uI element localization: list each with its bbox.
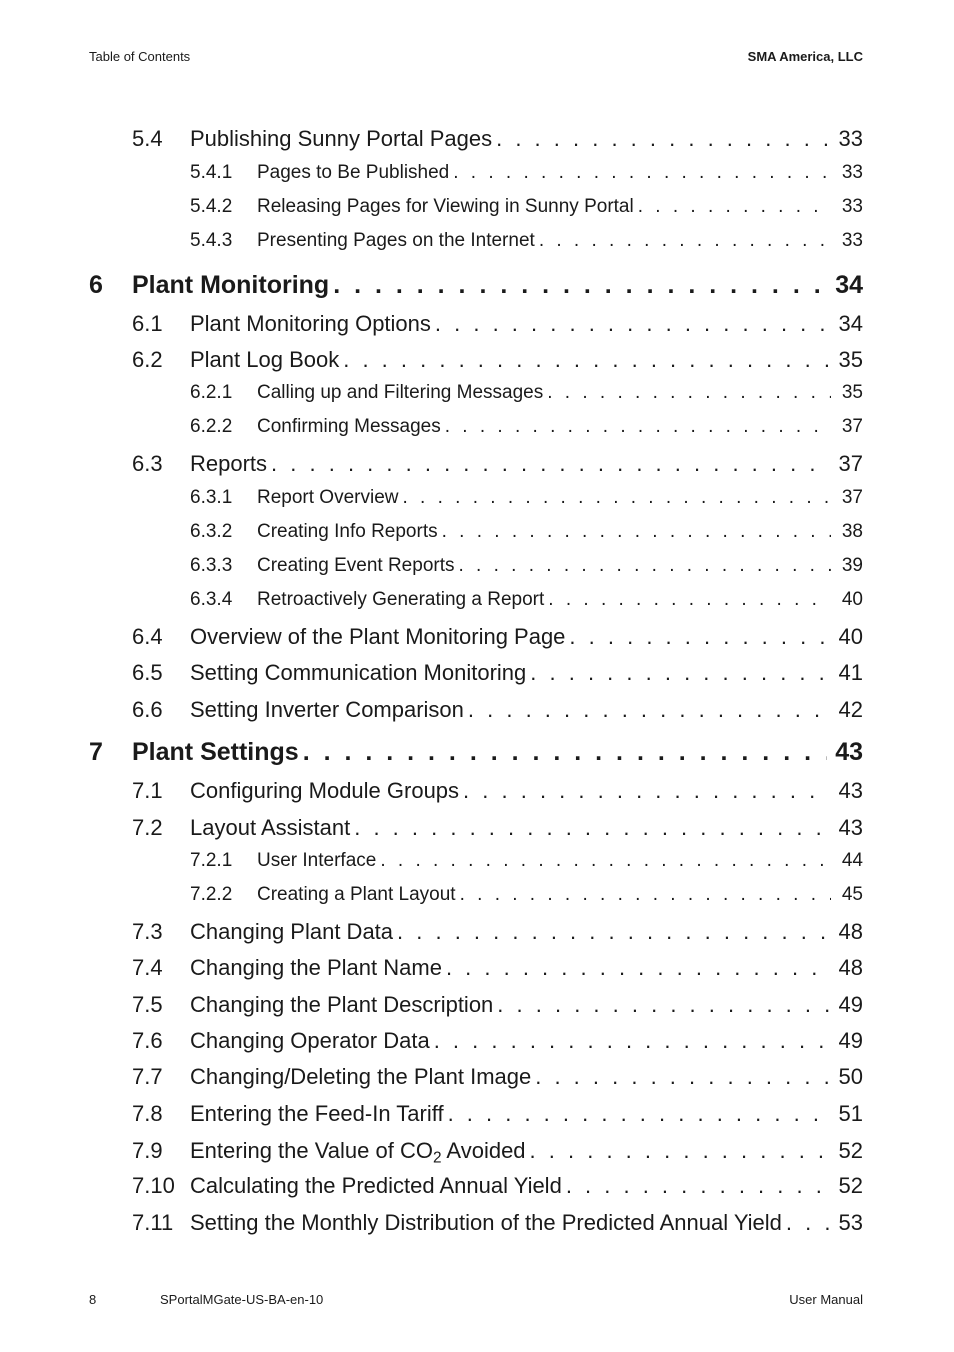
toc-entry-level-2[interactable]	[132, 660, 863, 690]
toc-entry-title	[190, 347, 339, 373]
toc-entry-page-number: 35	[838, 347, 863, 372]
toc-entry-page-number: 38	[841, 521, 863, 542]
toc-entry-title	[190, 778, 459, 804]
toc-entry-page-number: 51	[838, 1101, 863, 1126]
toc-entry-title-subscript: 2	[432, 1149, 442, 1167]
toc-dot-leader	[397, 919, 829, 945]
toc-entry-level-2[interactable]	[132, 1064, 863, 1094]
toc-entry-title	[257, 555, 455, 577]
toc-dot-leader	[460, 884, 831, 906]
toc-entry-title-text: Entering the Feed-In Tariff	[190, 1101, 444, 1126]
toc-entry-page-number: 52	[838, 1138, 863, 1163]
toc-entry-title	[257, 521, 438, 543]
toc-dot-leader	[530, 1138, 829, 1164]
toc-entry-title	[190, 1173, 562, 1199]
toc-entry-level-2[interactable]	[132, 126, 863, 156]
toc-entry-number: 7.3	[132, 919, 163, 944]
toc-entry-title-text: Changing the Plant Name	[190, 955, 442, 980]
toc-entry-number: 7.8	[132, 1101, 163, 1126]
toc-entry-level-2[interactable]	[132, 955, 863, 985]
toc-entry-level-3[interactable]	[190, 382, 863, 408]
toc-entry-title-text: Plant Monitoring	[132, 271, 330, 299]
toc-dot-leader	[535, 1064, 829, 1090]
toc-entry-level-2[interactable]	[132, 919, 863, 949]
toc-entry-title	[132, 271, 329, 300]
footer-doc-type: User Manual	[789, 1292, 863, 1307]
toc-entry-level-3[interactable]	[190, 850, 863, 876]
toc-entry-title	[190, 311, 431, 337]
toc-entry-title	[257, 850, 376, 872]
toc-entry-title	[190, 1028, 430, 1054]
toc-entry-number: 5.4.2	[190, 196, 233, 217]
toc-entry-number: 7.10	[132, 1173, 175, 1198]
toc-entry-level-2[interactable]	[132, 451, 863, 481]
toc-entry-page-number: 34	[838, 311, 863, 336]
toc-entry-title-text: Calling up and Filtering Messages	[257, 382, 544, 403]
toc-dot-leader	[453, 162, 831, 184]
toc-entry-page-number: 41	[838, 660, 863, 685]
toc-entry-number: 5.4	[132, 126, 163, 151]
toc-entry-level-3[interactable]	[190, 230, 863, 256]
toc-entry-title	[190, 955, 442, 981]
toc-entry-page-number: 40	[841, 589, 863, 610]
toc-entry-title	[190, 451, 267, 477]
toc-entry-level-1[interactable]	[89, 738, 863, 772]
toc-entry-page-number: 44	[841, 850, 863, 871]
toc-entry-title-text: Changing Operator Data	[190, 1028, 430, 1053]
toc-dot-leader	[446, 955, 829, 981]
toc-entry-title	[257, 382, 543, 404]
toc-entry-title-text: Changing the Plant Description	[190, 992, 494, 1017]
toc-entry-number: 5.4.1	[190, 162, 233, 183]
toc-entry-number: 6	[89, 271, 103, 299]
toc-entry-number: 6.5	[132, 660, 163, 685]
toc-entry-page-number: 33	[838, 126, 863, 151]
toc-entry-title	[257, 162, 449, 184]
toc-entry-page-number: 39	[841, 555, 863, 576]
toc-dot-leader	[271, 451, 829, 477]
toc-entry-title	[257, 230, 535, 252]
toc-dot-leader	[539, 230, 831, 252]
toc-entry-title	[190, 624, 565, 650]
toc-entry-level-2[interactable]	[132, 1210, 863, 1240]
toc-entry-page-number: 33	[841, 230, 863, 251]
toc-dot-leader	[638, 196, 831, 218]
toc-entry-number: 7.2.2	[190, 884, 233, 905]
footer-document-id: SPortalMGate-US-BA-en-10	[160, 1292, 324, 1307]
toc-entry-title-text: Calculating the Predicted Annual Yield	[190, 1173, 562, 1198]
toc-entry-title-text: Reports	[190, 451, 268, 476]
toc-entry-number: 6.1	[132, 311, 163, 336]
toc-entry-level-2[interactable]	[132, 697, 863, 727]
toc-entry-title	[190, 1064, 531, 1090]
toc-entry-title-text: Entering the Value of CO	[190, 1138, 433, 1163]
toc-entry-title-text: Creating Event Reports	[257, 555, 455, 576]
toc-dot-leader	[548, 589, 831, 611]
toc-entry-page-number: 43	[835, 738, 863, 766]
toc-entry-level-2[interactable]	[132, 1101, 863, 1131]
toc-entry-title-text: Report Overview	[257, 487, 399, 508]
toc-entry-number: 7.1	[132, 778, 163, 803]
toc-entry-title-text: Layout Assistant	[190, 815, 351, 840]
toc-entry-page-number: 48	[838, 955, 863, 980]
toc-dot-leader	[547, 382, 831, 404]
toc-entry-level-3[interactable]	[190, 589, 863, 615]
toc-entry-title-text: Configuring Module Groups	[190, 778, 460, 803]
toc-entry-title	[190, 697, 464, 723]
toc-entry-title	[257, 416, 441, 438]
toc-entry-title-text: Plant Monitoring Options	[190, 311, 431, 336]
toc-entry-title	[190, 126, 492, 152]
toc-entry-page-number: 37	[841, 416, 863, 437]
toc-entry-title-text: Retroactively Generating a Report	[257, 589, 545, 610]
toc-entry-level-3[interactable]	[190, 884, 863, 910]
toc-entry-level-2[interactable]	[132, 815, 863, 845]
toc-entry-number: 7.2	[132, 815, 163, 840]
toc-entry-number: 7	[89, 738, 103, 766]
toc-entry-level-2[interactable]	[132, 347, 863, 377]
toc-entry-title	[257, 884, 456, 906]
toc-entry-page-number: 43	[838, 778, 863, 803]
toc-entry-title	[190, 992, 493, 1018]
toc-entry-level-3[interactable]	[190, 416, 863, 442]
toc-entry-level-3[interactable]	[190, 521, 863, 547]
toc-entry-number: 7.2.1	[190, 850, 233, 871]
toc-dot-leader	[569, 624, 829, 650]
toc-entry-number: 7.11	[132, 1210, 174, 1235]
toc-entry-page-number: 48	[838, 919, 863, 944]
toc-dot-leader	[530, 660, 829, 686]
toc-entry-title-text: Releasing Pages for Viewing in Sunny Portal	[257, 196, 634, 217]
header-company: SMA America, LLC	[747, 49, 863, 64]
toc-dot-leader	[463, 778, 829, 804]
toc-entry-title-text: Setting the Monthly Distribution of the Predicted Annual Yield	[190, 1210, 782, 1235]
toc-entry-number: 5.4.3	[190, 230, 233, 251]
toc-entry-title-suffix: Avoided	[441, 1138, 526, 1163]
toc-dot-leader	[343, 347, 829, 373]
toc-entry-title-text: User Interface	[257, 850, 377, 871]
toc-entry-number: 6.2.2	[190, 416, 233, 437]
toc-entry-number: 7.5	[132, 992, 163, 1017]
page-footer	[89, 1292, 863, 1312]
toc-dot-leader	[496, 126, 829, 152]
toc-entry-title-text: Changing/Deleting the Plant Image	[190, 1064, 532, 1089]
toc-entry-title	[132, 738, 299, 767]
toc-entry-title	[190, 815, 350, 841]
toc-entry-title-text: Setting Inverter Comparison	[190, 697, 464, 722]
toc-entry-number: 6.3.2	[190, 521, 233, 542]
toc-entry-page-number: 34	[835, 271, 863, 299]
page-header	[89, 49, 863, 69]
toc-dot-leader	[434, 1028, 829, 1054]
toc-entry-number: 6.4	[132, 624, 163, 649]
toc-dot-leader	[497, 992, 829, 1018]
toc-dot-leader	[303, 738, 827, 767]
toc-entry-page-number: 40	[838, 624, 863, 649]
toc-entry-number: 6.3.3	[190, 555, 233, 576]
toc-dot-leader	[566, 1173, 829, 1199]
toc-entry-title-text: Creating a Plant Layout	[257, 884, 456, 905]
toc-dot-leader	[442, 521, 831, 543]
toc-entry-title-text: Plant Log Book	[190, 347, 340, 372]
toc-entry-page-number: 50	[838, 1064, 863, 1089]
toc-entry-page-number: 37	[838, 451, 863, 476]
toc-entry-title	[257, 589, 544, 611]
toc-entry-page-number: 37	[841, 487, 863, 508]
toc-entry-level-2[interactable]	[132, 992, 863, 1022]
toc-entry-level-3[interactable]	[190, 162, 863, 188]
toc-entry-title-text: Overview of the Plant Monitoring Page	[190, 624, 566, 649]
toc-entry-page-number: 49	[838, 992, 863, 1017]
toc-entry-title-text: Changing Plant Data	[190, 919, 394, 944]
toc-entry-title	[257, 196, 634, 218]
toc-entry-number: 7.9	[132, 1138, 163, 1163]
toc-entry-page-number: 49	[838, 1028, 863, 1053]
toc-entry-title-text: Publishing Sunny Portal Pages	[190, 126, 493, 151]
toc-entry-level-1[interactable]	[89, 271, 863, 305]
toc-entry-title-text: Pages to Be Published	[257, 162, 450, 183]
toc-entry-number: 6.3	[132, 451, 163, 476]
toc-entry-level-2[interactable]	[132, 624, 863, 654]
toc-dot-leader	[333, 271, 827, 300]
toc-entry-title-text: Creating Info Reports	[257, 521, 438, 542]
toc-entry-level-3[interactable]	[190, 555, 863, 581]
toc-dot-leader	[786, 1210, 829, 1236]
toc-entry-level-2[interactable]	[132, 778, 863, 808]
toc-entry-level-2[interactable]	[132, 1173, 863, 1203]
toc-entry-title	[257, 487, 399, 509]
toc-entry-number: 6.3.1	[190, 487, 233, 508]
toc-entry-title-text: Confirming Messages	[257, 416, 441, 437]
toc-entry-level-2[interactable]	[132, 1138, 863, 1168]
toc-entry-level-2[interactable]	[132, 1028, 863, 1058]
toc-entry-page-number: 53	[838, 1210, 863, 1235]
toc-dot-leader	[403, 487, 832, 509]
toc-entry-title	[190, 1101, 444, 1127]
toc-dot-leader	[445, 416, 831, 438]
toc-entry-page-number: 52	[838, 1173, 863, 1198]
toc-entry-page-number: 35	[841, 382, 863, 403]
toc-dot-leader	[468, 697, 829, 723]
toc-dot-leader	[380, 850, 831, 872]
toc-entry-title	[190, 1210, 782, 1236]
toc-dot-leader	[354, 815, 829, 841]
toc-entry-title	[190, 660, 526, 686]
toc-entry-page-number: 42	[838, 697, 863, 722]
toc-entry-title	[190, 1138, 526, 1167]
toc-dot-leader	[459, 555, 832, 577]
toc-entry-number: 7.7	[132, 1064, 163, 1089]
toc-entry-number: 6.3.4	[190, 589, 233, 610]
toc-entry-number: 6.2.1	[190, 382, 233, 403]
toc-entry-title-text: Presenting Pages on the Internet	[257, 230, 535, 251]
toc-entry-page-number: 33	[841, 162, 863, 183]
toc-entry-level-2[interactable]	[132, 311, 863, 341]
toc-entry-page-number: 33	[841, 196, 863, 217]
footer-page-number: 8	[89, 1292, 97, 1307]
toc-entry-title	[190, 919, 393, 945]
toc-entry-page-number: 43	[838, 815, 863, 840]
toc-dot-leader	[448, 1101, 829, 1127]
toc-entry-title-text: Setting Communication Monitoring	[190, 660, 527, 685]
toc-entry-number: 7.6	[132, 1028, 163, 1053]
toc-entry-number: 7.4	[132, 955, 163, 980]
toc-entry-number: 6.6	[132, 697, 163, 722]
toc-entry-page-number: 45	[841, 884, 863, 905]
toc-entry-number: 6.2	[132, 347, 163, 372]
toc-dot-leader	[435, 311, 829, 337]
toc-entry-level-3[interactable]	[190, 487, 863, 513]
header-section-title: Table of Contents	[89, 49, 191, 64]
toc-entry-level-3[interactable]	[190, 196, 863, 222]
toc-entry-title-text: Plant Settings	[132, 738, 299, 766]
